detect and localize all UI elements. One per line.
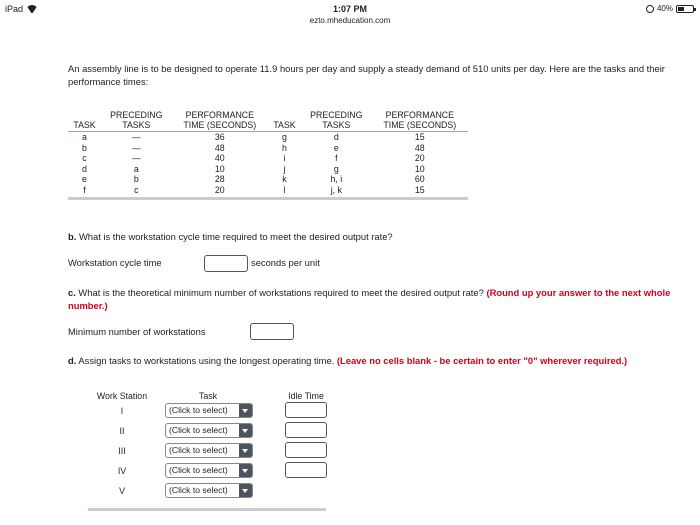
table-bottom-border xyxy=(88,508,326,511)
header-task: TASK xyxy=(268,120,301,132)
preceding-cell: h, i xyxy=(330,174,343,184)
cycle-time-label: Workstation cycle time xyxy=(68,257,162,268)
preceding-cell: — xyxy=(131,132,141,142)
task-cell: h xyxy=(282,142,287,153)
chevron-down-icon xyxy=(239,464,252,477)
time-cell: 15 xyxy=(414,132,425,142)
preceding-cell: — xyxy=(131,142,141,153)
header-performance-1: PERFORMANCE xyxy=(185,110,255,120)
preceding-cell: a xyxy=(133,163,139,174)
chevron-down-icon xyxy=(239,484,252,497)
task-cell: d xyxy=(82,163,87,174)
task-select-value: (Click to select) xyxy=(169,485,228,495)
task-select-value: (Click to select) xyxy=(169,405,228,415)
table-row xyxy=(68,164,468,175)
time-cell: 48 xyxy=(414,142,425,153)
battery-percent: 40% xyxy=(656,4,673,13)
time-cell: 15 xyxy=(372,185,468,199)
question-d-prefix: d. xyxy=(68,355,77,366)
header-performance-2: TIME (SECONDS) xyxy=(172,120,268,132)
task-table xyxy=(68,110,468,200)
question-c xyxy=(68,286,688,312)
header-task: TASK xyxy=(68,120,101,132)
preceding-cell: b xyxy=(133,174,139,184)
task-cell: a xyxy=(82,132,87,142)
problem-intro: An assembly line is to be designed to operate 11.9 hours per day and supply a steady demand of 510 units per day. Here are the tasks and their performance times: xyxy=(68,63,665,87)
preceding-cell: f xyxy=(335,153,338,163)
table-row xyxy=(68,174,468,185)
question-d-text: Assign tasks to workstations using the longest operating time. xyxy=(76,355,337,366)
status-center xyxy=(0,4,700,25)
station-label: III xyxy=(118,446,126,456)
preceding-cell: j, k xyxy=(301,185,372,199)
task-cell: g xyxy=(282,132,287,142)
task-select[interactable] xyxy=(165,403,253,418)
preceding-cell: e xyxy=(333,142,339,153)
header-preceding-1: PRECEDING xyxy=(110,110,163,120)
question-b xyxy=(68,230,393,243)
chevron-down-icon xyxy=(239,444,252,457)
question-b-prefix: b. xyxy=(68,231,77,242)
table-row xyxy=(68,143,468,154)
status-bar xyxy=(0,0,700,28)
chevron-down-icon xyxy=(239,424,252,437)
task-cell: l xyxy=(268,185,301,199)
task-cell: b xyxy=(82,142,87,153)
task-select-value: (Click to select) xyxy=(169,465,228,475)
time-cell: 36 xyxy=(214,132,225,142)
question-c-instruction: (Round up your answer to the next whole number.) xyxy=(68,287,671,311)
battery-fill xyxy=(678,7,684,11)
header-performance-1: PERFORMANCE xyxy=(385,110,455,120)
task-select[interactable] xyxy=(165,463,253,478)
task-table-header-row-2 xyxy=(68,120,468,132)
task-cell: c xyxy=(82,153,87,163)
table-row xyxy=(68,185,468,199)
table-row xyxy=(68,153,468,164)
question-d-instruction: (Leave no cells blank - be certain to enter "0" wherever required.) xyxy=(336,355,628,366)
task-cell: i xyxy=(283,153,286,163)
station-label: IV xyxy=(117,466,127,476)
question-d xyxy=(68,354,688,367)
task-table-header-row-1 xyxy=(68,110,468,120)
question-b-text: What is the workstation cycle time required to meet the desired output rate? xyxy=(76,231,393,242)
preceding-cell: — xyxy=(131,153,141,163)
page-url[interactable]: ezto.mheducation.com xyxy=(309,16,391,25)
station-label: V xyxy=(119,486,125,496)
cycle-time-unit: seconds per unit xyxy=(251,257,320,268)
task-select-value: (Click to select) xyxy=(169,425,228,435)
orientation-lock-icon xyxy=(646,5,654,13)
idle-time-input[interactable] xyxy=(285,442,327,458)
task-select[interactable] xyxy=(165,483,253,498)
cycle-time-input[interactable] xyxy=(204,255,248,272)
time-cell: 10 xyxy=(414,163,425,174)
idle-time-input[interactable] xyxy=(285,402,327,418)
header-spacer xyxy=(68,110,101,120)
header-idle-time: Idle Time xyxy=(288,391,324,401)
table-row xyxy=(68,132,468,143)
min-workstations-input[interactable] xyxy=(250,323,294,340)
problem-statement xyxy=(68,62,688,88)
header-preceding-2: TASKS xyxy=(101,120,172,132)
chevron-down-icon xyxy=(239,404,252,417)
task-cell: k xyxy=(282,174,287,184)
clock: 1:07 PM xyxy=(332,4,367,14)
task-cell: j xyxy=(283,163,286,174)
header-preceding-2: TASKS xyxy=(301,120,372,132)
header-task: Task xyxy=(198,391,218,401)
time-cell: 10 xyxy=(214,163,225,174)
task-select[interactable] xyxy=(165,423,253,438)
time-cell: 40 xyxy=(214,153,225,163)
question-c-text: What is the theoretical minimum number of workstations required to meet the desired output rate? xyxy=(75,287,487,298)
station-label: I xyxy=(120,406,124,416)
status-right xyxy=(646,4,694,13)
question-c-prefix: c. xyxy=(68,287,76,298)
station-label: II xyxy=(119,426,125,436)
time-cell: 60 xyxy=(414,174,425,184)
task-cell: f xyxy=(68,185,101,199)
header-spacer xyxy=(268,110,301,120)
battery-icon xyxy=(676,5,694,13)
preceding-cell: c xyxy=(101,185,172,199)
header-work-station: Work Station xyxy=(96,391,148,401)
preceding-cell: d xyxy=(333,132,339,142)
idle-time-input[interactable] xyxy=(285,462,327,478)
min-workstations-label: Minimum number of workstations xyxy=(68,326,206,337)
preceding-cell: g xyxy=(333,163,339,174)
idle-time-input[interactable] xyxy=(285,422,327,438)
header-performance-2: TIME (SECONDS) xyxy=(372,120,468,132)
header-preceding-1: PRECEDING xyxy=(310,110,363,120)
device-label: iPad xyxy=(5,4,24,14)
task-cell: e xyxy=(82,174,87,184)
time-cell: 20 xyxy=(414,153,425,163)
time-cell: 48 xyxy=(214,142,225,153)
time-cell: 20 xyxy=(172,185,268,199)
time-cell: 28 xyxy=(214,174,225,184)
task-select-value: (Click to select) xyxy=(169,445,228,455)
task-select[interactable] xyxy=(165,443,253,458)
